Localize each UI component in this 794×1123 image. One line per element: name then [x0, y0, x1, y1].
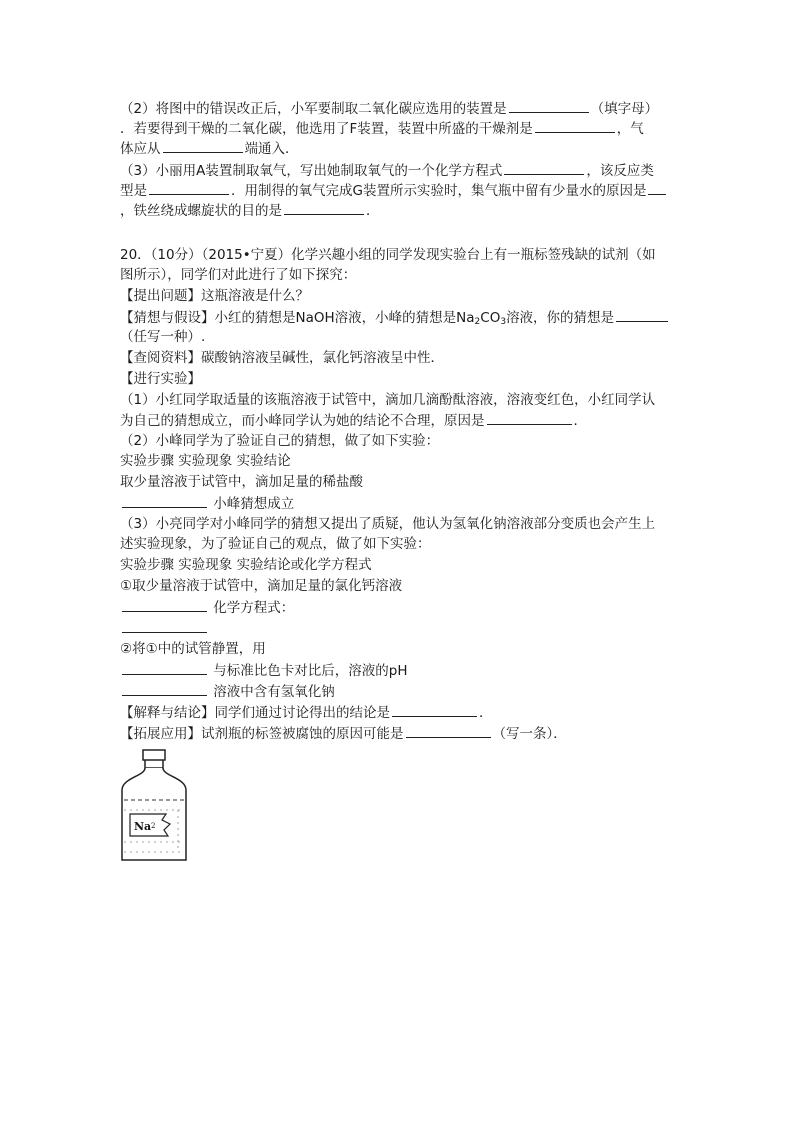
answer-blank[interactable]	[504, 160, 584, 175]
answer-blank[interactable]	[122, 618, 207, 633]
q19-part3-line1	[120, 160, 654, 181]
q20-intro-line1: 20．（10分）（2015•宁夏）化学兴趣小组的同学发现实验台上有一瓶标签残缺的试剂（如	[120, 247, 656, 263]
q20-exp3-line2: 述实验现象，为了验证自己的观点，做了如下实验：	[120, 536, 431, 552]
conclusion-text: 【解释与结论】同学们通过讨论得出的结论是	[120, 705, 390, 721]
q20-exp1-line2	[120, 410, 587, 431]
q20-exp2-result	[120, 493, 294, 514]
q20-exp3-equation-blank	[120, 618, 209, 639]
q19-p2-text5: 端通入．	[244, 141, 299, 157]
q20-exp1-line1: （1）小红同学取适量的该瓶溶液于试管中，滴加几滴酚酞溶液，溶液变红色，小红同学认	[120, 392, 656, 408]
answer-blank[interactable]	[122, 493, 207, 508]
hypothesis-text: 【猜想与假设】小红的猜想是NaOH溶液，小峰的猜想是Na	[120, 310, 475, 326]
q19-p2-text: （2）将图中的错误改正后，小军要制取二氧化碳应选用的装置是	[120, 101, 507, 117]
q19-p3-text4: ．用制得的氧气完成G装置所示实验时，集气瓶中留有少量水的原因是	[231, 183, 647, 199]
extension-text: 【拓展应用】试剂瓶的标签被腐蚀的原因可能是	[120, 726, 404, 742]
formula-text: CO	[480, 310, 501, 326]
bottle-neck	[145, 760, 163, 768]
label-subscript: 2	[151, 822, 156, 830]
subscript: 3	[500, 317, 507, 327]
q20-exp3-equation	[120, 597, 294, 618]
q19-p3-text: （3）小丽用A装置制取氧气，写出她制取氧气的一个化学方程式	[120, 163, 503, 179]
extension-end: （写一条）．	[492, 726, 567, 742]
label-text: Na	[134, 820, 152, 833]
answer-blank[interactable]	[648, 180, 666, 195]
naoh-text: 溶液中含有氢氧化钠	[213, 684, 335, 700]
q20-exp3-line1: （3）小亮同学对小峰同学的猜想又提出了质疑，他认为氢氧化钠溶液部分变质也会产生上	[120, 516, 656, 532]
q20-exp3-step1: ①取少量溶液于试管中，滴加足量的氯化钙溶液	[120, 578, 403, 594]
q20-hypothesis-line2: （任写一种）.	[120, 329, 206, 345]
q20-experiment-heading: 【进行实验】	[120, 371, 201, 387]
q19-part2-line1	[120, 98, 658, 119]
q19-part2-line3	[120, 138, 299, 159]
q20-exp3-table-header: 实验步骤 实验现象 实验结论或化学方程式	[120, 557, 372, 573]
q20-question: 【提出问题】这瓶溶液是什么？	[120, 288, 309, 304]
q19-p2-text4: 体应从	[120, 141, 161, 157]
answer-blank[interactable]	[284, 200, 364, 215]
q20-exp3-naoh	[120, 681, 335, 702]
q20-exp2-line1: （2）小峰同学为了验证自己的猜想，做了如下实验：	[120, 433, 440, 449]
answer-blank[interactable]	[535, 118, 615, 133]
q19-part3-line2	[120, 180, 668, 201]
q20-exp2-table-header: 实验步骤 实验现象 实验结论	[120, 453, 291, 469]
answer-blank[interactable]	[163, 138, 243, 153]
answer-blank[interactable]	[122, 660, 207, 675]
q19-p2-text2: ．若要得到干燥的二氧化碳，他选用了F装置，装置中所盛的干燥剂是	[120, 121, 533, 137]
answer-blank[interactable]	[487, 410, 572, 425]
q20-conclusion	[120, 702, 493, 723]
bottle-stopper	[143, 750, 165, 760]
q19-p3-text3: 型是	[120, 183, 147, 199]
q20-exp3-step2: ②将①中的试管静置，用	[120, 641, 266, 657]
answer-blank[interactable]	[616, 307, 668, 322]
exp2-conclusion: 小峰猜想成立	[213, 496, 295, 512]
q19-p2-hint: （填字母）	[590, 101, 659, 117]
answer-blank[interactable]	[122, 681, 207, 696]
exp1-end: ．	[573, 413, 587, 429]
exp1-text: 为自己的猜想成立，而小峰同学认为她的结论不合理，原因是	[120, 413, 485, 429]
q20-exp3-ph	[120, 660, 408, 681]
answer-blank[interactable]	[122, 597, 207, 612]
q19-p2-text3: ，气	[616, 121, 644, 137]
q19-p3-text2: ，该反应类	[586, 163, 654, 179]
subscript: 2	[474, 317, 481, 327]
q20-exp2-step: 取少量溶液于试管中，滴加足量的稀盐酸	[120, 474, 363, 490]
answer-blank[interactable]	[149, 180, 229, 195]
answer-blank[interactable]	[509, 98, 589, 113]
answer-blank[interactable]	[406, 723, 491, 738]
q20-intro-line2: 图所示），同学们对此进行了如下探究：	[120, 267, 357, 283]
conclusion-end: ．	[479, 705, 493, 721]
q19-p3-text6: ．	[366, 203, 380, 219]
reagent-bottle-illustration	[118, 748, 190, 866]
q20-reference: 【查阅资料】碳酸钠溶液呈碱性，氯化钙溶液呈中性．	[120, 350, 444, 366]
q20-extension	[120, 723, 567, 744]
ph-text: 与标准比色卡对比后，溶液的pH	[213, 663, 408, 679]
q19-p3-text5: ，铁丝绕成螺旋状的目的是	[120, 203, 282, 219]
hypothesis-text2: 溶液，你的猜想是	[506, 310, 615, 326]
q19-part3-line3	[120, 200, 380, 221]
q19-part2-line2	[120, 118, 644, 139]
answer-blank[interactable]	[392, 702, 477, 717]
equation-label: 化学方程式：	[213, 600, 295, 616]
